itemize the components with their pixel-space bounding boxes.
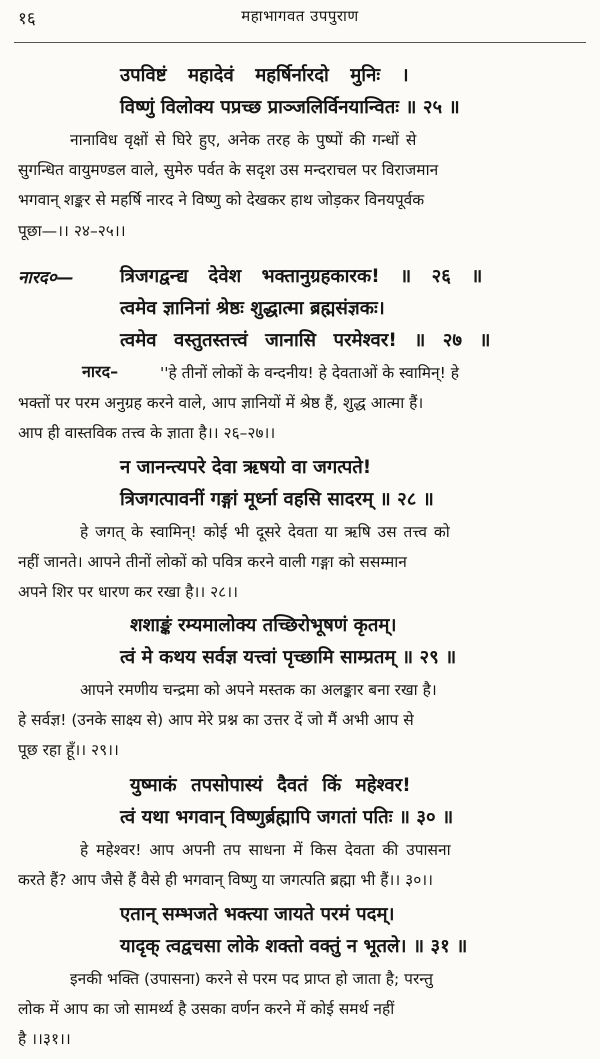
page-number: १६ [18,9,36,29]
verse-29-line2: त्वं मे कथय सर्वज्ञ यत्त्वां पृच्छामि साम्प्रतम् ॥ २९ ॥ [120,647,457,668]
verse-text: उपविष्टं महादेवं महर्षिर्नारदो मुनिः [120,65,381,86]
verse-28-line1: न जानन्त्यपरे देवा ऋषयो वा जगत्पते! [120,457,372,478]
verse-27-line2: त्वमेव वस्तुतस्तत्त्वं जानासि परमेश्वर! ॥ २७ ॥ [120,330,491,351]
translation-30-line1: हे महेश्वर! आप अपनी तप साधना में किस देवता की उपासना [80,841,451,859]
translation-31-line2: लोक में आप का जो सामर्थ्य है उसका वर्णन करने में कोई समर्थ नहीं [18,1000,395,1018]
verse-27-line1: त्वमेव ज्ञानिनां श्रेष्ठः शुद्धात्मा ब्रह्मसंज्ञकः। [120,298,385,319]
verse-29-line1: शशाङ्कं रम्यमालोक्य तच्छिरोभूषणं कृतम्। [130,615,397,636]
translation-29-line2: हे सर्वज्ञ! (उनके साक्ष्य से) आप मेरे प्रश्न का उत्तर दें जो मैं अभी आप से [18,711,414,729]
verse-24b-line1 [120,62,409,87]
page-header [0,4,600,44]
translation-29-line1: आपने रमणीय चन्द्रमा को अपने मस्तक का अलङ्कार बना रखा है। [80,681,437,699]
verse-31-line1: एतान् सम्भजते भक्त्या जायते परमं पदम्। [120,904,395,925]
translation-24-25-line1: नानाविध वृक्षों से घिरे हुए, अनेक तरह के पुष्पों की गन्धों से [70,131,417,149]
translation-24-25-line3: भगवान् शङ्कर से महर्षि नारद ने विष्णु को देखकर हाथ जोड़कर विनयपूर्वक [18,191,425,209]
translation-26-27-line3: आप ही वास्तविक तत्त्व के ज्ञाता है।। २६–२७।। [18,424,276,442]
speaker-narada-hindi: नारद– [82,362,119,381]
translation-26-27-line1: ''हे तीनों लोकों के वन्दनीय! हे देवताओं के स्वामिन्! हे [160,364,460,382]
translation-28-line2: नहीं जानते। आपने तीनों लोकों को पवित्र करने वाली गङ्गा को ससम्मान [18,553,407,571]
verse-danda: । [401,65,409,86]
verse-30-line2: त्वं यथा भगवान् विष्णुर्ब्रह्मापि जगतां पतिः ॥ ३० ॥ [120,807,454,828]
translation-24-25-line2: सुगन्धित वायुमण्डल वाले, सुमेरु पर्वत के सदृश उस मन्दराचल पर विराजमान [18,161,439,179]
translation-31-line3: है ।।३१।। [18,1030,71,1048]
translation-28-line3: अपने शिर पर धारण कर रखा है।। २८।। [18,583,238,601]
header-rule [14,42,586,43]
verse-25-line: विष्णुं विलोक्य पप्रच्छ प्राञ्जलिर्विनयान्वितः ॥ २५ ॥ [120,97,460,118]
translation-26-27-line2: भक्तों पर परम अनुग्रह करने वाले, आप ज्ञानियों में श्रेष्ठ हैं, शुद्ध आत्मा हैं। [18,394,424,412]
translation-28-line1: हे जगत् के स्वामिन्! कोई भी दूसरे देवता या ऋषि उस तत्त्व को [80,523,450,541]
translation-24-25-line4: पूछा—।। २४–२५।। [18,222,126,240]
verse-26-line1: त्रिजगद्वन्द्य देवेश भक्तानुग्रहकारक! ॥ २६ ॥ [120,266,483,287]
translation-30-line2: करते हैं? आप जैसे हैं वैसे ही भगवान् विष्णु या जगत्पति ब्रह्मा भी हैं।। ३०।। [18,871,434,889]
verse-30-line1: युष्माकं तपसोपास्यं दैवतं किं महेश्वर! [130,775,411,796]
translation-29-line3: पूछ रहा हूँ।। २९।। [18,741,119,759]
speaker-narada-sanskrit: नारद०— [18,268,74,288]
translation-31-line1: इनकी भक्ति (उपासना) करने से परम पद प्राप्त हो जाता है; परन्तु [70,970,433,988]
verse-28-line2: त्रिजगत्पावनीं गङ्गां मूर्ध्ना वहसि सादरम् ॥ २८ ॥ [120,489,434,510]
running-title: महाभागवत उपपुराण [241,7,359,25]
verse-31-line2: यादृक् त्वद्वचसा लोके शक्तो वक्तुं न भूतले। ॥ ३१ ॥ [120,936,468,957]
